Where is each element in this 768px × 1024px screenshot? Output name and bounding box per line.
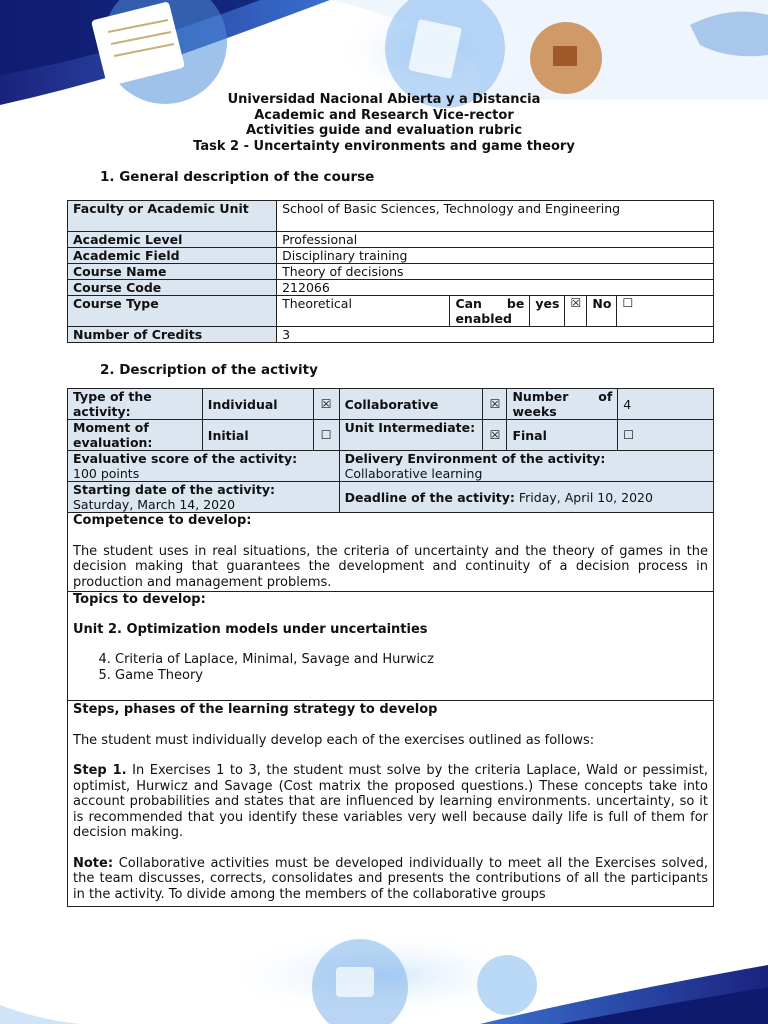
section1-heading: 1. General description of the course xyxy=(100,169,375,185)
delivery-label: Delivery Environment of the activity: xyxy=(344,451,606,466)
collaborative-label: Collaborative xyxy=(339,389,483,420)
delivery-cell xyxy=(339,451,713,482)
deadline-value: Friday, April 10, 2020 xyxy=(518,489,653,505)
list-item: 5. Game Theory xyxy=(115,668,708,684)
moment-label: Moment of evaluation: xyxy=(68,420,203,451)
course-type-label: Course Type xyxy=(68,296,277,327)
step1-paragraph xyxy=(73,763,708,841)
faculty-label: Faculty or Academic Unit xyxy=(68,201,277,232)
table-row xyxy=(68,248,714,264)
footer-banner xyxy=(0,925,768,1024)
table-row xyxy=(68,701,714,907)
unit-title: Unit 2. Optimization models under uncertainties xyxy=(73,621,428,637)
score-cell xyxy=(68,451,340,482)
yes-checkbox[interactable]: ☒ xyxy=(565,296,587,327)
table-row xyxy=(68,451,714,482)
faculty-value: School of Basic Sciences, Technology and Engineering xyxy=(277,201,714,232)
initial-label: Initial xyxy=(202,420,313,451)
table-row xyxy=(68,280,714,296)
table-row xyxy=(68,513,714,592)
topics-list xyxy=(73,652,708,683)
course-name-label: Course Name xyxy=(68,264,277,280)
note-paragraph xyxy=(73,856,708,903)
competence-label: Competence to develop: xyxy=(73,513,252,528)
steps-label: Steps, phases of the learning strategy to develop xyxy=(73,702,438,717)
start-date-label: Starting date of the activity: xyxy=(73,482,275,497)
course-code-value: 212066 xyxy=(277,280,714,296)
table-row xyxy=(68,327,714,343)
table-row xyxy=(68,420,714,451)
no-label: No xyxy=(587,296,617,327)
list-item: 4. Criteria of Laplace, Minimal, Savage and Hurwicz xyxy=(115,652,708,668)
level-label: Academic Level xyxy=(68,232,277,248)
yes-label: yes xyxy=(530,296,565,327)
score-value: 100 points xyxy=(73,466,140,481)
section2-heading: 2. Description of the activity xyxy=(100,362,318,378)
table-row xyxy=(68,592,714,701)
footer-banner-graphic xyxy=(0,925,768,1024)
weeks-value: 4 xyxy=(618,389,714,420)
level-value: Professional xyxy=(277,232,714,248)
topics-cell xyxy=(68,592,714,701)
credits-value: 3 xyxy=(277,327,714,343)
course-description-table xyxy=(67,200,714,343)
steps-intro: The student must individually develop each of the exercises outlined as follows: xyxy=(73,732,595,748)
deadline-cell xyxy=(339,482,713,513)
deadline-label: Deadline of the activity: xyxy=(344,489,515,505)
note-label: Note: xyxy=(73,855,114,871)
activity-description-table xyxy=(67,388,714,907)
university-name: Universidad Nacional Abierta y a Distancia xyxy=(227,92,541,107)
activity-type-label: Type of the activity: xyxy=(68,389,203,420)
step1-label: Step 1. xyxy=(73,763,127,778)
final-checkbox[interactable]: ☐ xyxy=(618,420,714,451)
table-row xyxy=(68,264,714,280)
final-label: Final xyxy=(507,420,618,451)
table-row xyxy=(68,201,714,232)
table-row xyxy=(68,482,714,513)
no-checkbox[interactable]: ☐ xyxy=(617,296,714,327)
credits-label: Number of Credits xyxy=(68,327,277,343)
document-title-block xyxy=(0,92,768,154)
field-label: Academic Field xyxy=(68,248,277,264)
delivery-value: Collaborative learning xyxy=(344,466,483,481)
task-title: Task 2 - Uncertainty environments and game theory xyxy=(193,138,575,154)
start-date-value: Saturday, March 14, 2020 xyxy=(73,497,236,512)
can-be-enabled-label: Can be enabled xyxy=(450,296,530,327)
initial-checkbox[interactable]: ☐ xyxy=(313,420,339,451)
guide-title: Activities guide and evaluation rubric xyxy=(245,123,523,138)
course-code-label: Course Code xyxy=(68,280,277,296)
course-type-value: Theoretical xyxy=(277,296,450,327)
vice-rector-line: Academic and Research Vice-rector xyxy=(254,107,514,123)
individual-checkbox[interactable]: ☒ xyxy=(313,389,339,420)
topics-label: Topics to develop: xyxy=(73,592,206,607)
intermediate-checkbox[interactable]: ☒ xyxy=(483,420,507,451)
table-row xyxy=(68,296,714,327)
step1-text: In Exercises 1 to 3, the student must solve by the criteria Laplace, Wald or pessimist, optimist, Hurwicz and Savage (Cost matrix the proposed questions.) These concepts take into account probabilities and states that are influenced by learning environments. uncertainty, so it is recommended that you identify these variables very well because daily life is full of them for decision making. xyxy=(73,763,709,840)
collaborative-checkbox[interactable]: ☒ xyxy=(483,389,507,420)
intermediate-label: Unit Intermediate: xyxy=(339,420,483,451)
course-name-value: Theory of decisions xyxy=(277,264,714,280)
note-text: Collaborative activities must be developed individually to meet all the Exercises solved, the team discusses, corrects, consolidates and presents the contributions of all the participants in the activity. To divide among the members of the collaborative groups xyxy=(73,855,708,902)
start-date-cell xyxy=(68,482,340,513)
score-label: Evaluative score of the activity: xyxy=(73,451,298,466)
weeks-label: Number of weeks xyxy=(507,389,618,420)
competence-text: The student uses in real situations, the criteria of uncertainty and the theory of games in the decision making that guarantees the development and continuity of a decision process in production and management problems. xyxy=(73,543,708,590)
table-row xyxy=(68,232,714,248)
field-value: Disciplinary training xyxy=(277,248,714,264)
table-row xyxy=(68,389,714,420)
competence-cell xyxy=(68,513,714,592)
steps-cell xyxy=(68,701,714,907)
individual-label: Individual xyxy=(202,389,313,420)
